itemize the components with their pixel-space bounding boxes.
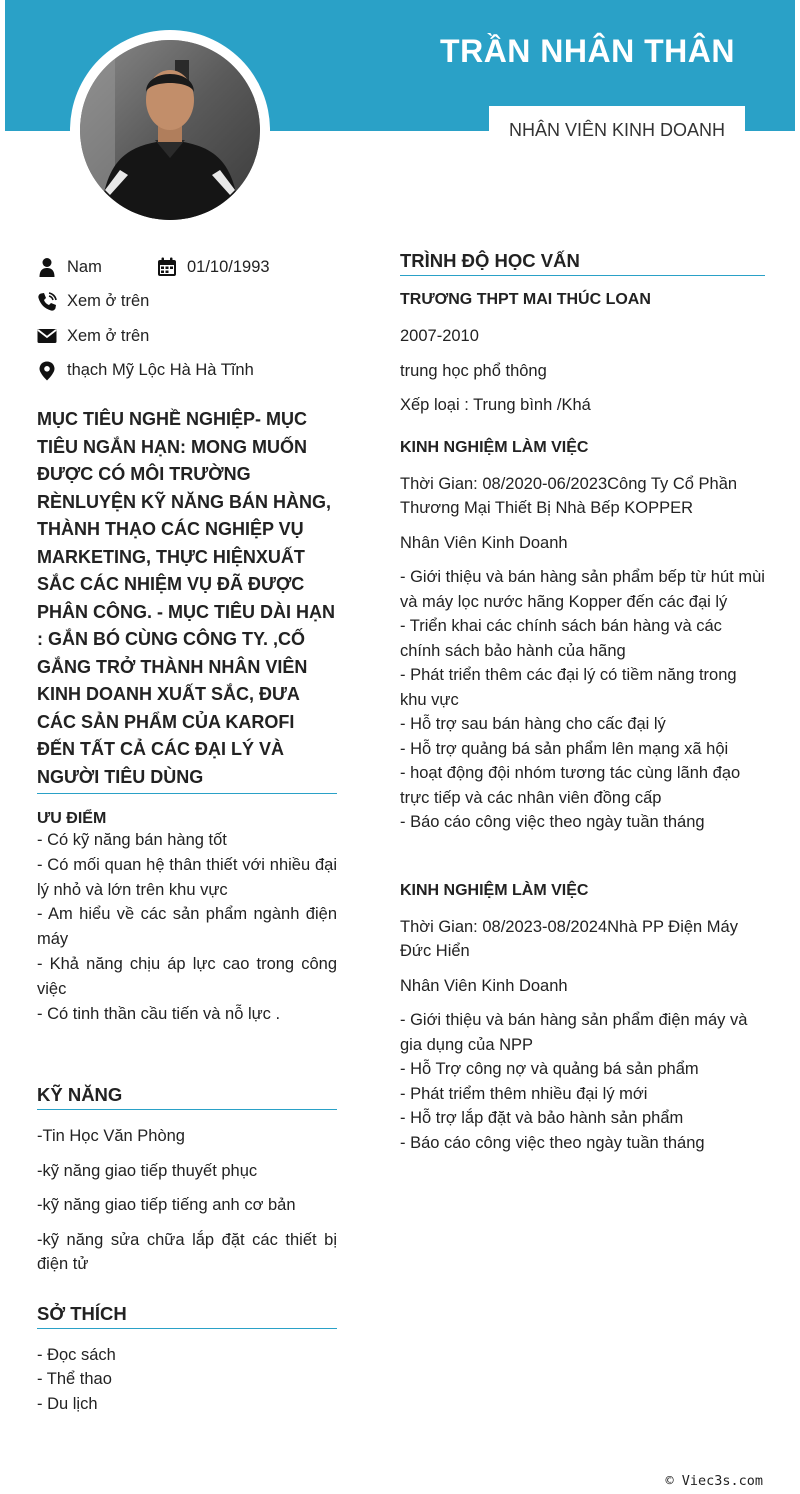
birthday-item <box>157 257 270 277</box>
hobbies-title: SỞ THÍCH <box>37 1303 337 1329</box>
avatar <box>80 40 260 220</box>
location-pin-icon <box>37 361 57 381</box>
objective-divider <box>37 793 337 794</box>
phone-icon <box>37 292 57 312</box>
hobbies-list <box>37 1343 337 1417</box>
skill-item: -kỹ năng giao tiếp tiếng anh cơ bản <box>37 1196 296 1215</box>
duty-item: - hoạt động đội nhóm tương tác cùng lãnh đạo trực tiếp và các nhân viên đồng cấp <box>400 764 741 807</box>
experience-block <box>400 436 765 835</box>
phone-value: Xem ở trên <box>67 292 150 311</box>
hobby-item: - Thể thao <box>37 1370 112 1389</box>
address-value: thạch Mỹ Lộc Hà Hà Tĩnh <box>67 361 254 380</box>
contact-row-gender-birthday <box>37 250 337 285</box>
envelope-icon <box>37 326 57 346</box>
duty-item: - Triển khai các chính sách bán hàng và các chính sách bảo hành của hãng <box>400 617 722 660</box>
strength-item: - Có kỹ năng bán hàng tốt <box>37 831 227 849</box>
experience-time-company: Thời Gian: 08/2020-06/2023Công Ty Cổ Phần Thương Mại Thiết Bị Nhà Bếp KOPPER <box>400 474 738 517</box>
calendar-icon <box>157 257 177 277</box>
skills-title: KỸ NĂNG <box>37 1084 337 1110</box>
footer-credit: © Viec3s.com <box>665 1473 763 1489</box>
experience-title: KINH NGHIỆM LÀM VIỆC <box>400 881 589 899</box>
skill-item: -Tin Học Văn Phòng <box>37 1127 185 1146</box>
contact-row-email <box>37 319 337 354</box>
experience-duties <box>400 565 765 835</box>
duty-item: - Giới thiệu và bán hàng sản phẩm điện máy và gia dụng của NPP <box>400 1011 748 1054</box>
duty-item: - Hỗ Trợ công nợ và quảng bá sản phẩm <box>400 1060 699 1078</box>
job-title: NHÂN VIÊN KINH DOANH <box>508 120 726 140</box>
hobby-item: - Đọc sách <box>37 1345 116 1364</box>
experience-duties <box>400 1008 765 1155</box>
hobby-item: - Du lịch <box>37 1394 98 1413</box>
job-title-box <box>489 106 745 152</box>
skill-item: -kỹ năng giao tiếp thuyết phục <box>37 1161 258 1180</box>
avatar-frame <box>70 30 270 230</box>
duty-item: - Hỗ trợ quảng bá sản phẩm lên mạng xã hội <box>400 739 729 758</box>
experience-position: Nhân Viên Kinh Doanh <box>400 976 568 995</box>
education-level: trung học phổ thông <box>400 361 547 380</box>
strength-item: - Khả năng chịu áp lực cao trong công việc <box>37 954 337 998</box>
education-title: TRÌNH ĐỘ HỌC VẤN <box>400 250 765 276</box>
strength-item: - Có tinh thần cầu tiến và nỗ lực . <box>37 1004 281 1023</box>
duty-item: - Báo cáo công việc theo ngày tuần tháng <box>400 813 705 831</box>
strength-item: - Có mối quan hệ thân thiết với nhiều đại lý nhỏ và lớn trên khu vực <box>37 855 337 899</box>
duty-item: - Báo cáo công việc theo ngày tuần tháng <box>400 1133 705 1152</box>
duty-item: - Phát triển thêm các đại lý có tiềm năng trong khu vực <box>400 666 737 709</box>
strengths-list <box>37 828 337 1026</box>
experience-title: KINH NGHIỆM LÀM VIỆC <box>400 438 589 456</box>
school-name: TRƯƠNG THPT MAI THÚC LOAN <box>400 291 651 308</box>
contact-row-address <box>37 354 337 389</box>
education-grade: Xếp loại : Trung bình /Khá <box>400 396 591 414</box>
person-icon <box>37 257 57 277</box>
experience-position: Nhân Viên Kinh Doanh <box>400 533 568 552</box>
skill-item: -kỹ năng sửa chữa lắp đặt các thiết bị điện tử <box>37 1230 337 1274</box>
candidate-name: TRẦN NHÂN THÂN <box>440 33 735 69</box>
right-column <box>400 250 765 1155</box>
birthday-value: 01/10/1993 <box>187 257 270 276</box>
experience-time-company: Thời Gian: 08/2023-08/2024Nhà PP Điện Máy Đức Hiển <box>400 917 738 960</box>
left-column <box>37 250 337 1416</box>
career-objective: MỤC TIÊU NGHỀ NGHIỆP- MỤC TIÊU NGẮN HẠN: MONG MUỐN ĐƯỢC CÓ MÔI TRƯỜNG RÈNLUYỆN KỸ NĂNG BÁN HÀNG, THÀNH THẠO CÁC NGHIỆP VỤ MARKETING, THỰC HIỆNXUẤT SẮC CÁC NHIỆM VỤ ĐÃ ĐƯỢC PHÂN CÔNG. - MỤC TIÊU DÀI HẠN : GẮN BÓ CÙNG CÔNG TY. ,CỐ GẮNG TRỞ THÀNH NHÂN VIÊN KINH DOANH XUẤT SẮC, ĐƯA CÁC SẢN PHẨM CỦA KAROFI ĐẾN TẤT CẢ CÁC ĐẠI LÝ VÀ NGƯỜI TIÊU DÙNG <box>37 409 335 787</box>
avatar-photo <box>80 40 260 220</box>
duty-item: - Phát triểm thêm nhiều đại lý mới <box>400 1084 648 1103</box>
experience-block <box>400 879 765 1156</box>
gender-value: Nam <box>67 257 102 276</box>
duty-item: - Hỗ trợ lắp đặt và bảo hành sản phẩm <box>400 1109 684 1127</box>
skills-list <box>37 1124 337 1277</box>
duty-item: - Giới thiệu và bán hàng sản phẩm bếp từ hút mùi và máy lọc nước hãng Kopper đến các đại lý <box>400 568 765 611</box>
strength-item: - Am hiểu về các sản phẩm ngành điện máy <box>37 905 337 949</box>
contact-row-phone <box>37 285 337 320</box>
education-period: 2007-2010 <box>400 327 479 345</box>
duty-item: - Hỗ trợ sau bán hàng cho cấc đại lý <box>400 715 666 733</box>
email-value: Xem ở trên <box>67 326 150 345</box>
strengths-title: ƯU ĐIỂM <box>37 810 107 827</box>
gender-item <box>37 257 157 277</box>
